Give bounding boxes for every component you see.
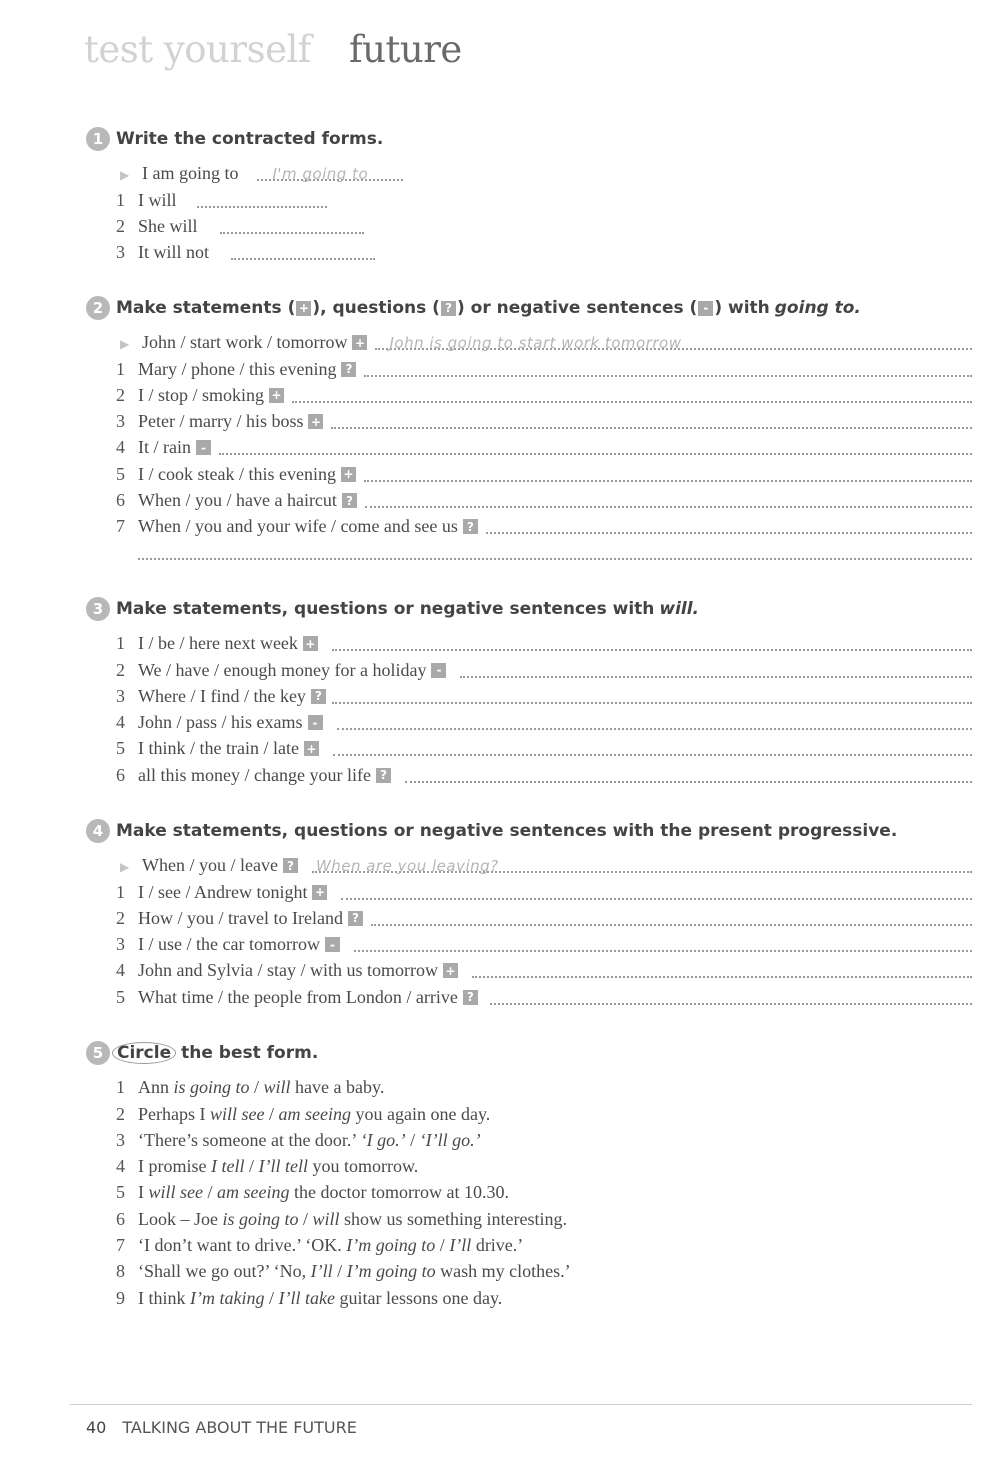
list-item xyxy=(86,237,972,263)
item-number: 4 xyxy=(116,1156,125,1177)
answer-field[interactable] xyxy=(375,330,972,353)
answer-field[interactable] xyxy=(365,488,972,508)
exercise-4 xyxy=(86,818,972,1008)
plus-icon: + xyxy=(269,388,284,403)
item-number: 2 xyxy=(116,1103,125,1124)
example-arrow-icon: ▶ xyxy=(120,337,130,352)
plus-icon: + xyxy=(304,741,319,756)
answer-field[interactable] xyxy=(460,658,972,678)
item-prompt: What time / the people from London / arrive xyxy=(138,986,458,1007)
option-two[interactable]: will xyxy=(263,1077,291,1098)
answer-field[interactable] xyxy=(472,958,972,978)
item-number: 2 xyxy=(116,659,125,680)
exercise-5-items xyxy=(86,1072,972,1309)
item-number: 4 xyxy=(116,437,125,458)
list-item xyxy=(86,511,972,537)
option-one[interactable]: I tell xyxy=(210,1156,245,1177)
answer-field[interactable] xyxy=(405,763,972,783)
item-prompt: I / be / here next week xyxy=(138,633,298,654)
item-sentence xyxy=(138,1130,481,1151)
plus-icon: + xyxy=(341,467,356,482)
instruction-part: Make statements ( xyxy=(116,298,296,318)
item-number: 9 xyxy=(116,1287,125,1308)
exercise-instruction: Make statements, questions or negative sentences with xyxy=(116,599,655,619)
item-number: 8 xyxy=(116,1261,125,1282)
item-prompt: I / stop / smoking xyxy=(138,384,265,405)
example-item xyxy=(86,850,972,876)
list-item xyxy=(86,432,972,458)
list-item xyxy=(86,733,972,759)
option-one[interactable]: is going to xyxy=(173,1077,250,1098)
option-two[interactable]: I’ll xyxy=(449,1235,472,1256)
page-number: 40 xyxy=(86,1418,107,1437)
sentence-end: you again one day. xyxy=(350,1103,491,1124)
item-number: 3 xyxy=(116,242,125,263)
item-sentence xyxy=(138,1156,418,1177)
instruction-part: ) with xyxy=(714,298,770,318)
item-prompt: I / use / the car tomorrow xyxy=(138,934,320,955)
option-two[interactable]: I’ll tell xyxy=(258,1156,308,1177)
item-number: 2 xyxy=(116,215,125,236)
item-prompt: Mary / phone / this evening xyxy=(138,358,337,379)
instruction-emphasis: will. xyxy=(659,599,700,619)
option-two[interactable]: am seeing xyxy=(217,1182,290,1203)
exercise-5-heading xyxy=(86,1040,972,1066)
instruction-circled-word: Circle xyxy=(112,1042,176,1064)
minus-icon: - xyxy=(431,663,446,678)
item-sentence xyxy=(138,1182,509,1203)
chapter-title: TALKING ABOUT THE FUTURE xyxy=(122,1418,357,1437)
item-sentence xyxy=(138,1261,571,1282)
item-prompt: I / see / Andrew tonight xyxy=(138,881,308,902)
item-prompt: Peter / marry / his boss xyxy=(138,411,304,432)
page-footer xyxy=(86,1418,357,1437)
sentence-end: guitar lessons one day. xyxy=(334,1287,503,1308)
answer-field[interactable] xyxy=(332,631,972,651)
footer-divider xyxy=(70,1404,972,1405)
exercise-number-badge: 2 xyxy=(86,296,110,320)
instruction-part: ), questions ( xyxy=(312,298,440,318)
item-number: 3 xyxy=(116,934,125,955)
item-prompt: When / you / leave xyxy=(142,855,278,876)
item-prompt: We / have / enough money for a holiday xyxy=(138,659,427,680)
item-number: 5 xyxy=(116,986,125,1007)
example-answer: I'm going to xyxy=(272,165,369,184)
option-separator: / xyxy=(244,1156,259,1177)
item-number: 3 xyxy=(116,685,125,706)
item-prompt: John and Sylvia / stay / with us tomorrow xyxy=(138,960,438,981)
item-prompt: all this money / change your life xyxy=(138,764,371,785)
item-prompt: Where / I find / the key xyxy=(138,685,306,706)
list-item xyxy=(86,903,972,929)
item-prompt: When / you and your wife / come and see us xyxy=(138,516,458,537)
plus-icon: + xyxy=(443,963,458,978)
item-number: 1 xyxy=(116,189,125,210)
list-item xyxy=(86,1072,972,1098)
answer-field[interactable] xyxy=(354,932,972,952)
sentence-end: wash my clothes.’ xyxy=(435,1261,571,1282)
sentence-start: I promise xyxy=(138,1156,211,1177)
list-item xyxy=(86,458,972,484)
example-arrow-icon: ▶ xyxy=(120,860,130,875)
example-arrow-icon: ▶ xyxy=(120,168,130,183)
list-item xyxy=(86,955,972,981)
sentence-end: have a baby. xyxy=(290,1077,385,1098)
answer-field[interactable] xyxy=(292,383,972,403)
option-separator: / xyxy=(298,1208,313,1229)
option-separator: / xyxy=(264,1103,279,1124)
exercise-5 xyxy=(86,1040,972,1309)
plus-icon: + xyxy=(312,885,327,900)
option-two[interactable]: I’ll take xyxy=(278,1287,335,1308)
question-icon: ? xyxy=(441,301,456,316)
list-item xyxy=(86,380,972,406)
exercise-1 xyxy=(86,126,972,263)
answer-field[interactable] xyxy=(337,710,973,730)
answer-field[interactable] xyxy=(219,435,972,455)
answer-field[interactable] xyxy=(341,880,972,900)
list-item xyxy=(86,876,972,902)
minus-icon: - xyxy=(698,301,713,316)
question-icon: ? xyxy=(341,362,356,377)
answer-field[interactable] xyxy=(490,985,972,1005)
item-number: 7 xyxy=(116,516,125,537)
option-one[interactable]: ‘I go.’ xyxy=(360,1129,406,1150)
item-sentence xyxy=(138,1209,567,1230)
option-one[interactable]: I’ll xyxy=(310,1261,333,1282)
list-item xyxy=(86,1125,972,1151)
list-item xyxy=(86,211,972,237)
item-number: 4 xyxy=(116,712,125,733)
answer-field[interactable] xyxy=(364,462,972,482)
option-one[interactable]: I’m taking xyxy=(190,1287,265,1308)
item-number: 6 xyxy=(116,490,125,511)
item-prompt: I will xyxy=(138,189,177,210)
option-two[interactable]: I’m going to xyxy=(346,1261,436,1282)
item-prompt: How / you / travel to Ireland xyxy=(138,907,343,928)
list-item xyxy=(86,628,972,654)
list-item xyxy=(86,654,972,680)
item-number: 5 xyxy=(116,1182,125,1203)
list-item xyxy=(86,759,972,785)
exercise-number-badge: 3 xyxy=(86,597,110,621)
question-icon: ? xyxy=(376,768,391,783)
item-number: 1 xyxy=(116,881,125,902)
item-number: 6 xyxy=(116,764,125,785)
item-number: 1 xyxy=(116,358,125,379)
answer-field[interactable] xyxy=(333,736,972,756)
item-prompt: John / pass / his exams xyxy=(138,712,303,733)
sentence-start: Look – Joe xyxy=(138,1208,223,1229)
list-item xyxy=(86,981,972,1007)
exercise-2-heading xyxy=(86,295,972,321)
question-icon: ? xyxy=(311,689,326,704)
exercise-number-badge: 1 xyxy=(86,127,110,151)
answer-field[interactable] xyxy=(312,853,972,876)
item-prompt: I / cook steak / this evening xyxy=(138,463,336,484)
minus-icon: - xyxy=(308,715,323,730)
sentence-start: ‘I don’t want to drive.’ ‘OK. xyxy=(138,1235,347,1256)
option-one[interactable]: is going to xyxy=(222,1208,299,1229)
list-item xyxy=(86,184,972,210)
sentence-start: ‘Shall we go out?’ ‘No, xyxy=(138,1261,311,1282)
title-topic: future xyxy=(349,28,462,71)
minus-icon: - xyxy=(325,937,340,952)
item-prompt: I think / the train / late xyxy=(138,738,299,759)
sentence-end: drive.’ xyxy=(471,1235,524,1256)
example-answer: When are you leaving? xyxy=(315,857,499,876)
exercise-3 xyxy=(86,596,972,786)
item-number: 1 xyxy=(116,1077,125,1098)
answer-field[interactable] xyxy=(364,357,972,377)
list-item xyxy=(86,1203,972,1229)
item-prompt: John / start work / tomorrow xyxy=(142,332,348,353)
exercise-3-heading xyxy=(86,596,972,622)
answer-field[interactable] xyxy=(257,161,403,184)
question-icon: ? xyxy=(342,493,357,508)
list-item xyxy=(86,485,972,511)
item-number: 3 xyxy=(116,411,125,432)
option-separator: / xyxy=(332,1261,347,1282)
question-icon: ? xyxy=(463,519,478,534)
option-one[interactable]: will see xyxy=(209,1103,265,1124)
exercise-number-badge: 5 xyxy=(86,1041,110,1065)
option-one[interactable]: I’m going to xyxy=(346,1235,436,1256)
option-two[interactable]: am seeing xyxy=(278,1103,351,1124)
answer-field[interactable] xyxy=(371,906,972,926)
exercise-instruction: the best form. xyxy=(181,1043,319,1063)
exercise-instruction: Write the contracted forms. xyxy=(116,129,384,149)
item-sentence xyxy=(138,1104,490,1125)
option-separator: / xyxy=(435,1235,450,1256)
sentence-start: I xyxy=(138,1182,149,1203)
option-two[interactable]: ‘I’ll go.’ xyxy=(419,1129,481,1150)
sentence-start: ‘There’s someone at the door.’ xyxy=(138,1129,361,1150)
option-separator: / xyxy=(249,1077,264,1098)
answer-field[interactable] xyxy=(231,240,375,260)
example-item xyxy=(86,327,972,353)
title-prefix: test yourself xyxy=(84,28,311,71)
answer-field[interactable] xyxy=(332,684,972,704)
item-sentence xyxy=(138,1288,502,1309)
sentence-end: you tomorrow. xyxy=(307,1156,419,1177)
exercise-instruction: Make statements, questions or negative sentences with the present progressive. xyxy=(116,821,898,841)
exercise-number-badge: 4 xyxy=(86,819,110,843)
list-item xyxy=(86,707,972,733)
minus-icon: - xyxy=(196,440,211,455)
option-two[interactable]: will xyxy=(312,1208,340,1229)
exercise-1-heading xyxy=(86,126,972,152)
list-item xyxy=(86,353,972,379)
answer-field[interactable] xyxy=(331,409,972,429)
item-number: 1 xyxy=(116,633,125,654)
option-separator: / xyxy=(264,1287,279,1308)
item-prompt: She will xyxy=(138,215,198,236)
answer-continuation xyxy=(86,537,972,563)
exercise-4-heading xyxy=(86,818,972,844)
page-title xyxy=(84,28,462,71)
sentence-start: Perhaps I xyxy=(138,1103,210,1124)
option-separator: / xyxy=(405,1129,420,1150)
list-item xyxy=(86,1230,972,1256)
item-prompt: I am going to xyxy=(142,163,239,184)
list-item xyxy=(86,1282,972,1308)
item-number: 2 xyxy=(116,384,125,405)
plus-icon: + xyxy=(308,414,323,429)
answer-field[interactable] xyxy=(138,540,972,560)
list-item xyxy=(86,406,972,432)
option-one[interactable]: will see xyxy=(148,1182,203,1203)
item-number: 6 xyxy=(116,1208,125,1229)
example-item xyxy=(86,158,972,184)
instruction-emphasis: going to. xyxy=(774,298,861,318)
plus-icon: + xyxy=(303,636,318,651)
sentence-end: show us something interesting. xyxy=(339,1208,568,1229)
question-icon: ? xyxy=(283,858,298,873)
item-prompt: When / you / have a haircut xyxy=(138,490,337,511)
answer-field[interactable] xyxy=(486,514,972,534)
plus-icon: + xyxy=(296,301,311,316)
item-number: 7 xyxy=(116,1235,125,1256)
list-item xyxy=(86,681,972,707)
list-item xyxy=(86,1256,972,1282)
question-icon: ? xyxy=(348,911,363,926)
item-prompt: It / rain xyxy=(138,437,191,458)
item-number: 5 xyxy=(116,738,125,759)
item-number: 5 xyxy=(116,463,125,484)
list-item xyxy=(86,1177,972,1203)
item-sentence xyxy=(138,1235,523,1256)
option-separator: / xyxy=(203,1182,218,1203)
item-sentence xyxy=(138,1077,384,1098)
question-icon: ? xyxy=(463,990,478,1005)
example-answer: John is going to start work tomorrow xyxy=(389,334,682,353)
list-item xyxy=(86,1098,972,1124)
item-prompt: It will not xyxy=(138,242,209,263)
answer-field[interactable] xyxy=(220,214,364,234)
instruction-part: ) or negative sentences ( xyxy=(456,298,698,318)
exercise-2 xyxy=(86,295,972,563)
plus-icon: + xyxy=(352,335,367,350)
item-number: 3 xyxy=(116,1129,125,1150)
sentence-end: the doctor tomorrow at 10.30. xyxy=(289,1182,509,1203)
sentence-start: I think xyxy=(138,1287,190,1308)
sentence-start: Ann xyxy=(138,1077,174,1098)
answer-field[interactable] xyxy=(197,188,327,208)
item-number: 4 xyxy=(116,960,125,981)
item-number: 2 xyxy=(116,907,125,928)
list-item xyxy=(86,1151,972,1177)
list-item xyxy=(86,929,972,955)
